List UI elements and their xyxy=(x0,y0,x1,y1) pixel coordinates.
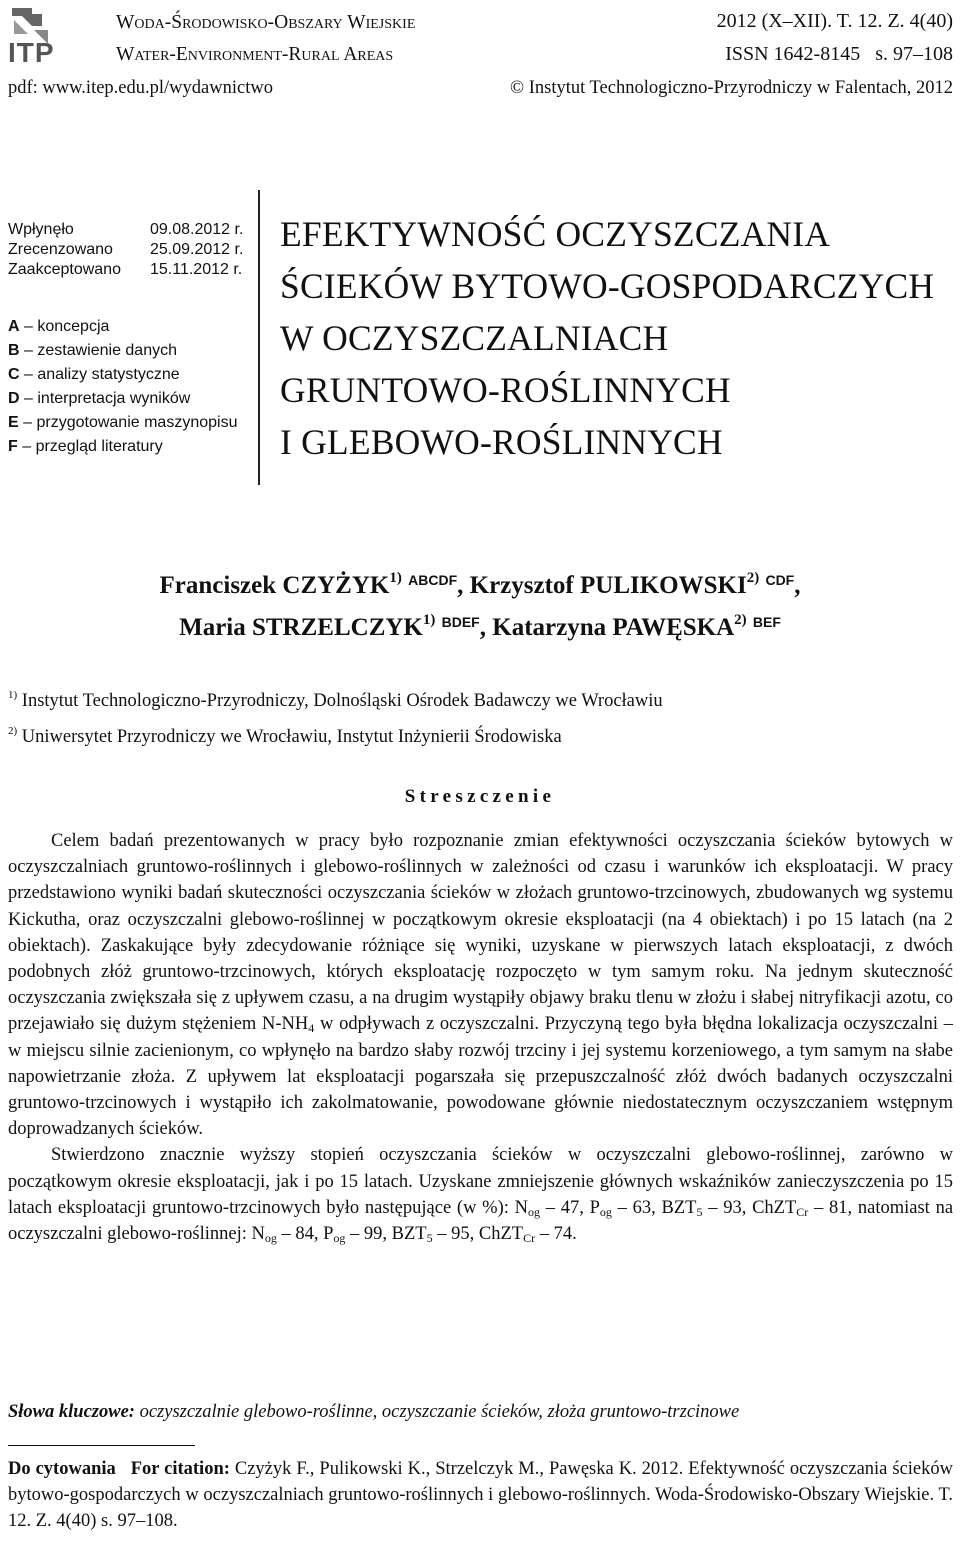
title-line: ŚCIEKÓW BYTOWO-GOSPODARCZYCH xyxy=(280,266,935,306)
abstract-text: – xyxy=(702,1197,718,1218)
affiliation-mark: 2) xyxy=(8,725,18,737)
contribution-legend xyxy=(8,315,237,459)
keywords-text: oczyszczalnie glebowo-roślinne, oczyszczanie ścieków, złoża gruntowo-trzcinowe xyxy=(134,1402,740,1422)
author-affil: 1) xyxy=(422,612,436,628)
abstract-text: 63, BZT xyxy=(626,1197,697,1218)
contribution-code: A xyxy=(8,318,20,335)
footnote-separator xyxy=(8,1445,195,1446)
subscript: Cr xyxy=(523,1231,536,1246)
vertical-divider xyxy=(258,190,260,485)
authors-line xyxy=(0,603,960,645)
abstract-text: – xyxy=(535,1224,549,1245)
date-row xyxy=(8,220,243,240)
author-affil: 2) xyxy=(746,570,760,586)
title-line: GRUNTOWO-ROŚLINNYCH xyxy=(280,370,731,410)
abstract-body xyxy=(8,828,953,1247)
date-value: 09.08.2012 r. xyxy=(150,221,244,238)
contribution-code: C xyxy=(8,366,20,383)
affiliation-text: Uniwersytet Przyrodniczy we Wrocławiu, Instytut Inżynierii Środowiska xyxy=(21,727,562,747)
abstract-text: 84, P xyxy=(295,1224,334,1245)
contribution-item xyxy=(8,387,237,411)
abstract-paragraph xyxy=(8,828,953,1142)
itp-logo xyxy=(8,4,94,66)
title-line: EFEKTYWNOŚĆ OCZYSZCZANIA xyxy=(280,214,831,254)
abstract-text: 99, BZT xyxy=(359,1224,427,1245)
title-line: I GLEBOWO-ROŚLINNYCH xyxy=(280,422,723,462)
date-row xyxy=(8,240,243,260)
citation xyxy=(8,1456,953,1534)
citation-text: Czyżyk F., Pulikowski K., Strzelczyk M., Pawęska K. 2012. Efektywność oczyszczania ścieków bytowo-gospodarczych w oczyszczalniach gruntowo-roślinnych i glebowo-roślinnych. Woda-Środowisko-Obszary Wiejskie. T. 12. Z. 4(40) s. 97–108. xyxy=(8,1459,953,1531)
contribution-text: – przygotowanie maszynopisu xyxy=(23,414,238,431)
authors xyxy=(0,561,960,645)
issn-pages xyxy=(725,43,953,66)
date-value: 15.11.2012 r. xyxy=(150,261,243,278)
abstract-text: – xyxy=(432,1224,447,1245)
affiliation-mark: 1) xyxy=(8,689,18,701)
issue-info: 2012 (X–XII). T. 12. Z. 4(40) xyxy=(716,10,953,32)
author-name: Krzysztof PULIKOWSKI xyxy=(469,572,747,599)
author-sep: , xyxy=(457,572,470,599)
subscript: og xyxy=(333,1231,346,1246)
contribution-item xyxy=(8,339,237,363)
issn: ISSN 1642-8145 xyxy=(725,43,861,65)
author-affil: 2) xyxy=(734,612,747,628)
abstract-text: 95, ChZT xyxy=(446,1224,524,1245)
keywords xyxy=(8,1402,739,1423)
contribution-text: – interpretacja wyników xyxy=(24,390,191,407)
pdf-url[interactable]: pdf: www.itep.edu.pl/wydawnictwo xyxy=(8,78,273,98)
contribution-item xyxy=(8,411,237,435)
contribution-text: – koncepcja xyxy=(24,318,110,335)
affiliation-item xyxy=(8,680,663,716)
abstract-text: – xyxy=(808,1197,824,1218)
affiliation-text: Instytut Technologiczno-Przyrodniczy, Dolnośląski Ośrodek Badawczy we Wrocławiu xyxy=(21,691,663,711)
abstract-text: 81, natomiast na oczyszczalni glebowo-roślinnej: N xyxy=(8,1197,954,1245)
abstract-paragraph xyxy=(8,1142,953,1247)
paper-title xyxy=(280,208,934,468)
abstract-text: w odpływach z oczyszczalni. Przyczyną tego była błędna lokalizacja oczyszczalni – w miejscu silnie zacienionym, co wpłynęło na bardzo słaby rozwój trzciny i jej systemu korzeniowego, a tym samym na słabe napowietrzanie złoża. Z upływem lat eksploatacji pogarszała się przepuszczalność złóż dwóch badanych oczyszczalni gruntowo-trzcinowych i wystąpiło ich zakolmatowanie, powodowane głównie niedostatecznym oczyszczaniem wstępnym doprowadzanych ścieków. xyxy=(8,1014,953,1140)
contribution-code: D xyxy=(8,390,20,407)
logo-text: ITP xyxy=(8,37,55,68)
abstract-text: Celem badań prezentowanych w pracy było rozpoznanie zmian efektywności oczyszczania ścieków bytowych w oczyszczalniach gruntowo-roślinnych i glebowo-roślinnych w zależności od czasu i warunków ich eksploatacji. W pracy przedstawiono wyniki badań skuteczności oczyszczania ścieków w złożach gruntowo-trzcinowych, zbudowanych wg systemu Kickutha, oraz oczyszczalni glebowo-roślinnej w początkowym okresie eksploatacji (na 4 obiektach) i po 15 latach (na 2 obiektach). Zaskakujące były zdecydowanie różniące się wyniki, uzyskane w pierwszych latach eksploatacji, z dwóch podobnych złóż gruntowo-trzcinowych, których eksploatację rozpoczęto w tym samym roku. Na jednym skuteczność oczyszczania zwiększała się z upływem czasu, a na drugim wystąpiły objawy braku tlenu w złożu i słabej nitryfikacji azotu, co przejawiało się dużym stężeniem N-NH xyxy=(8,831,953,1035)
abstract-text: – xyxy=(540,1197,555,1218)
abstract-heading: Streszczenie xyxy=(404,786,556,807)
author-roles: CDF xyxy=(765,572,795,588)
subscript: og xyxy=(599,1204,612,1219)
page-range: s. 97–108 xyxy=(875,43,953,65)
citation-label-en: For citation: xyxy=(130,1459,230,1479)
authors-line xyxy=(0,561,960,603)
abstract-text: – xyxy=(281,1224,296,1245)
abstract-text: – xyxy=(345,1224,360,1245)
subscript: og xyxy=(528,1204,540,1219)
contribution-item xyxy=(8,363,237,387)
abstract-text: – xyxy=(611,1197,627,1218)
author-roles: BDEF xyxy=(441,614,480,630)
contribution-code: F xyxy=(8,438,18,455)
journal-name-en: Water-Environment-Rural Areas xyxy=(116,44,394,65)
contribution-code: B xyxy=(8,342,20,359)
citation-label-pl: Do cytowania xyxy=(8,1459,116,1479)
keywords-label: Słowa kluczowe: xyxy=(8,1402,135,1422)
subscript: 5 xyxy=(696,1204,703,1219)
abstract-text: 74. xyxy=(548,1224,577,1245)
contribution-item xyxy=(8,315,237,339)
author-roles: BEF xyxy=(752,614,781,630)
author-name: Maria STRZELCZYK xyxy=(179,614,423,641)
abstract-text: Stwierdzono znacznie wyższy stopień oczyszczania ścieków w oczyszczalni glebowo-roślinnej, zarówno w początkowym okresie eksploatacji, jak i po 15 latach. Uzyskane zmniejszenie głównych wskaźników zanieczyszczenia po 15 latach eksploatacji gruntowo-trzcinowych było następujące (w %): N xyxy=(8,1145,953,1218)
contribution-item xyxy=(8,435,237,459)
date-label: Wpłynęło xyxy=(8,221,74,238)
date-value: 25.09.2012 r. xyxy=(150,241,244,258)
author-affil: 1) xyxy=(389,570,402,586)
contribution-text: – analizy statystyczne xyxy=(24,366,180,383)
title-line: W OCZYSZCZALNIACH xyxy=(280,318,669,358)
date-label: Zrecenzowano xyxy=(8,241,113,258)
subscript: og xyxy=(264,1231,277,1246)
author-name: Katarzyna PAWĘSKA xyxy=(492,614,735,641)
affiliations xyxy=(8,680,663,752)
contribution-text: – zestawienie danych xyxy=(24,342,177,359)
dates-block xyxy=(8,220,243,280)
copyright: © Instytut Technologiczno-Przyrodniczy w Falentach, 2012 xyxy=(510,78,953,98)
contribution-code: E xyxy=(8,414,19,431)
subscript: Cr xyxy=(796,1204,809,1219)
author-name: Franciszek CZYŻYK xyxy=(159,572,390,599)
abstract-text: 47, P xyxy=(555,1197,600,1218)
author-sep: , xyxy=(794,572,801,599)
contribution-text: – przegląd literatury xyxy=(22,438,163,455)
abstract-text: 93, ChZT xyxy=(717,1197,797,1218)
journal-name-pl: Woda-Środowisko-Obszary Wiejskie xyxy=(116,12,416,33)
subscript: 4 xyxy=(308,1021,315,1036)
date-label: Zaakceptowano xyxy=(8,261,121,278)
author-sep: , xyxy=(479,614,493,641)
date-row xyxy=(8,260,243,280)
author-roles: ABCDF xyxy=(408,572,458,588)
affiliation-item xyxy=(8,716,663,752)
subscript: 5 xyxy=(426,1231,433,1246)
